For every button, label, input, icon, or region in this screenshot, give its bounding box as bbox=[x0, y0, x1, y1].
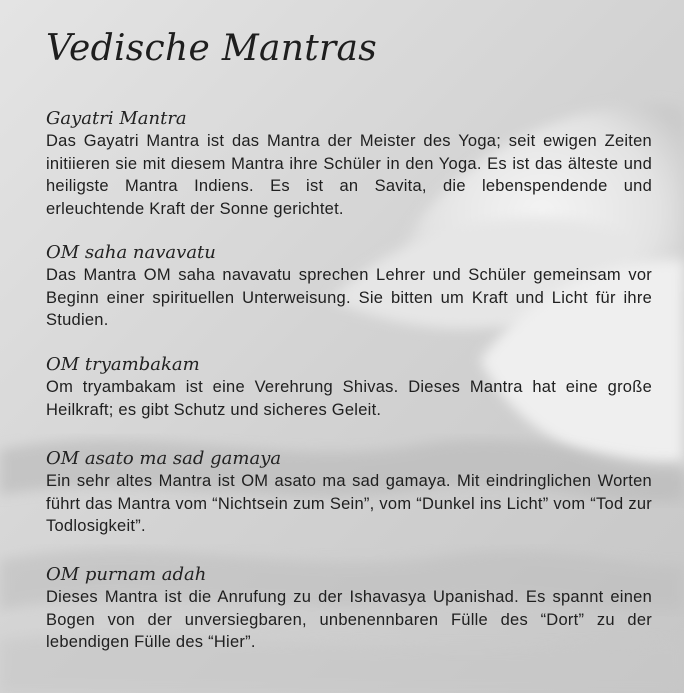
section-heading: OM asato ma sad gamaya bbox=[46, 448, 282, 469]
section-text: Ein sehr altes Mantra ist OM asato ma sad gamaya. Mit eindringlichen Worten führt das Mantra vom “Nichtsein zum Sein”, vom “Dunkel ins Licht” vom “Tod zur Todlosigkeit”. bbox=[46, 472, 652, 535]
section-om-tryambakam bbox=[46, 354, 652, 421]
section-heading: Gayatri Mantra bbox=[46, 108, 187, 129]
section-gayatri-mantra bbox=[46, 108, 652, 220]
section-heading: OM saha navavatu bbox=[46, 242, 216, 263]
section-om-asato-ma-sad-gamaya bbox=[46, 448, 652, 538]
section-heading: OM purnam adah bbox=[46, 564, 207, 585]
section-text: Dieses Mantra ist die Anrufung zu der Ishavasya Upanishad. Es spannt einen Bogen von der unversiegbaren, unbenennbaren Fülle des “Dort” zu der lebendigen Fülle des “Hier”. bbox=[46, 588, 652, 651]
section-om-purnam-adah bbox=[46, 564, 652, 654]
section-text: Das Gayatri Mantra ist das Mantra der Meister des Yoga; seit ewigen Zeiten initiieren sie mit diesem Mantra ihre Schüler in den Yoga. Es ist das älteste und heiligste Mantra Indiens. Es ist an Savita, die lebenspendende und erleuchtende Kraft der Sonne gerichtet. bbox=[46, 132, 652, 218]
page-title: Vedische Mantras bbox=[46, 28, 378, 69]
section-heading: OM tryambakam bbox=[46, 354, 200, 375]
section-text: Om tryambakam ist eine Verehrung Shivas. Dieses Mantra hat eine große Heilkraft; es gibt Schutz und sicheres Geleit. bbox=[46, 378, 652, 419]
section-text: Das Mantra OM saha navavatu sprechen Lehrer und Schüler gemeinsam vor Beginn einer spirituellen Unterweisung. Sie bitten um Kraft und Licht für ihre Studien. bbox=[46, 266, 652, 329]
section-om-saha-navavatu bbox=[46, 242, 652, 332]
